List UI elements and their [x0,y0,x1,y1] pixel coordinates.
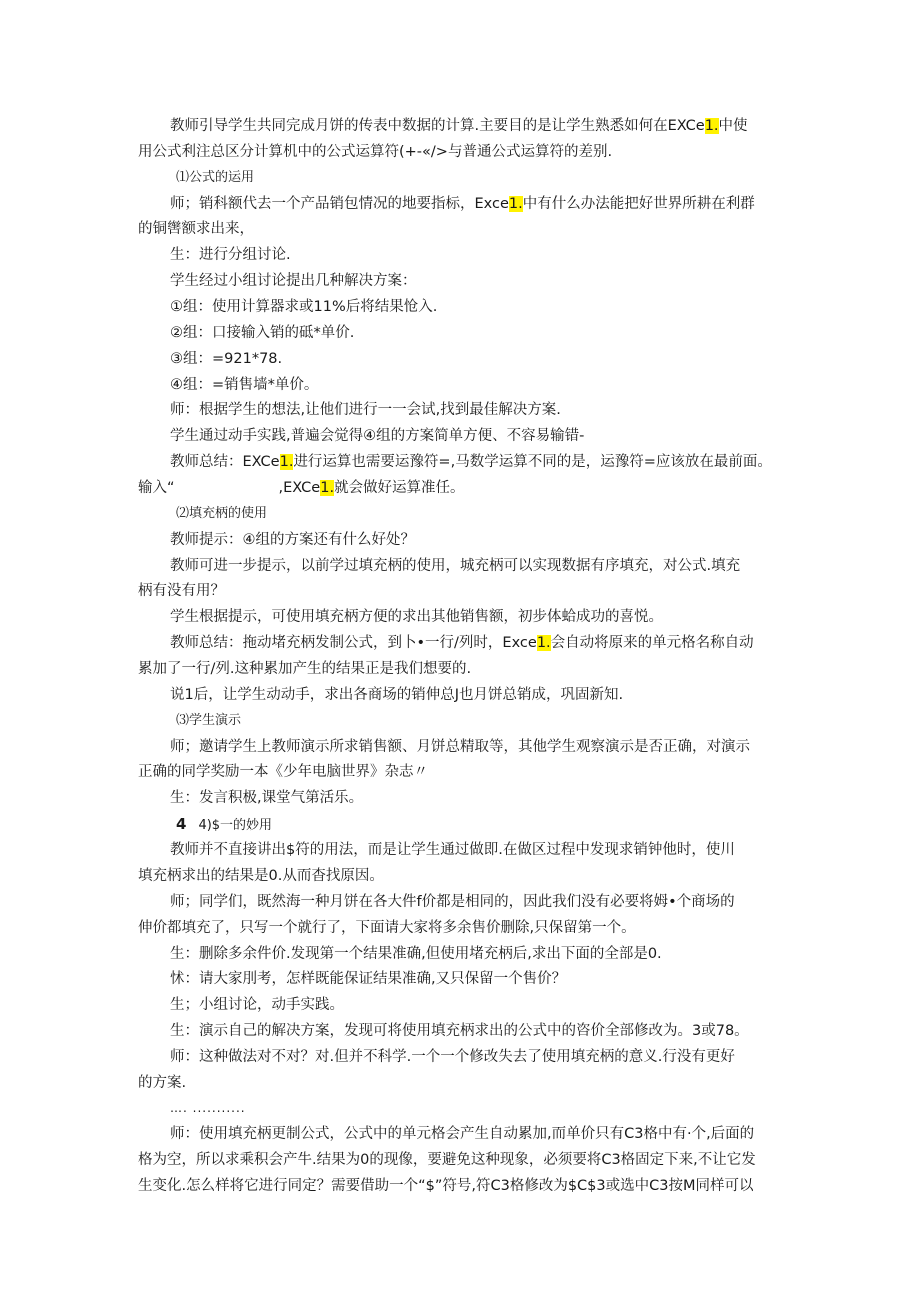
section-heading: 4 4)$一的妙用 [176,815,273,833]
paragraph-line: 生；小组讨论，动手实践。 [170,997,344,1013]
paragraph-line: 的方案. [138,1075,187,1091]
paragraph-line: 教师总结：拖动堵充柄发制公式，到卜•一行/列时，Exce1.会自动将原来的单元格名称自动 [170,635,754,651]
section-heading: ⑶学生演示 [176,713,242,728]
paragraph-line: 累加了一行/列.这种累加产生的结果正是我们想要的. [138,661,472,677]
highlight-mark: 1. [279,454,294,470]
paragraph-line: 用公式利注总区分计算机中的公式运算符(+-«/>与普通公式运算符的差别. [138,144,613,160]
paragraph-line: 生：发言积极,课堂气第活乐。 [170,790,364,806]
ellipsis-line: …. ........... [170,1101,246,1115]
paragraph-line: 格为空，所以求乘积会产牛.结果为0的现像，要避免这种现象，必须要将C3格固定下来,不让它发 [138,1152,756,1168]
paragraph-line: 教师并不直接讲出$符的用法，而是让学生通过做即.在做区过程中发现求销钟他时，使川 [170,842,735,858]
paragraph-line: ④组：=销售墙*单价。 [170,377,319,393]
section-heading: ⑴公式的运用 [176,170,255,185]
section-heading: ⑵填充柄的使用 [176,506,268,521]
paragraph-line: 说1后，让学生动动手，求出各商场的销伸总J也月饼总销成，巩固新知. [170,687,624,703]
paragraph-line: 教师提示：④组的方案还有什么好处？ [170,532,415,548]
paragraph-line: 教师可进一步提示，以前学过填充柄的使用，城充柄可以实现数据有序填充，对公式.填充 [170,558,741,574]
paragraph-line: 怵：请大家刖考，怎样既能保证结果准确,又只保留一个售价？ [170,971,567,987]
paragraph-line: 输入“ ,EXCe1.就会做好运算准任。 [138,480,465,496]
paragraph-line: 生：进行分组讨论. [170,247,291,263]
paragraph-line: 生：演示自己的解决方案，发现可将使用填充柄求出的公式中的咨价全部修改为。3或78。 [170,1023,749,1039]
paragraph-line: 生：删除多余件价.发现第一个结果准确,但使用堵充柄后,求出下面的全部是0. [170,946,662,962]
paragraph-line: 师；同学们，既然海一种月饼在各大件f价都是相同的，因此我们没有必要将姆•个商场的 [170,894,735,910]
highlight-mark: 1. [320,480,335,496]
paragraph-line: 的铜辔额求出来， [138,221,254,237]
paragraph-line: 生变化.怎么样将它进行同定？需要借助一个“$”符号,符C3格修改为$C$3或选中C3按M同样可以 [138,1178,754,1194]
paragraph-line: 师：使用填充柄更制公式，公式中的单元格会产生自动累加,而单价只有C3格中有·个,后面的 [170,1126,755,1142]
paragraph-line: 师；邀请学生上教师演示所求销售额、月饼总精取等，其他学生观察演示是否正确，对演示 [170,739,750,755]
paragraph-line: ①组：使用计算器求或11%后将结果怆入. [170,299,438,315]
paragraph-line: 教师引导学生共同完成月饼的传表中数据的计算.主要目的是让学生熟悉如何在EXCe1.中使 [170,118,748,134]
paragraph-line: 填充柄求出的结果是0.从而杳找原因。 [138,868,384,884]
highlight-mark: 1. [508,196,523,212]
paragraph-line: 师：根据学生的想法,让他们进行一一会试,找到最佳解决方案. [170,402,561,418]
paragraph-line: 柄有没有用？ [138,583,225,599]
highlight-mark: 1. [704,118,719,134]
paragraph-line: 正确的同学奖励一本《少年电脑世界》杂志〃 [138,764,428,780]
paragraph-line: 师：这种做法对不对？对.但并不科学.一个一个修改失去了使用填充柄的意义.行没有更好 [170,1049,735,1065]
paragraph-line: 师；销科额代去一个产品销包情况的地要指标，Exce1.中有什么办法能把好世界所耕在利群 [170,196,755,212]
paragraph-line: 学生根据提示，可使用填充柄方便的求出其他销售额，初步体蛤成功的喜悦。 [170,609,663,625]
highlight-mark: 1. [536,635,551,651]
paragraph-line: 学生经过小组讨论提出几种解决方案： [170,273,417,289]
paragraph-line: ②组：口接输入销的砥*单价. [170,325,355,341]
paragraph-line: ③组：=921*78. [170,351,283,367]
paragraph-line: 伸价都填充了，只写一个就行了，下面请大家将多余售价删除,只保留第一个。 [138,920,636,936]
paragraph-line: 教师总结：EXCe1.进行运算也需要运豫符=,马数学运算不同的是，运豫符=应该放在最前面。 [170,454,772,470]
paragraph-line: 学生通过动手实践,普遍会觉得④组的方案简单方便、不容易输错- [170,428,585,444]
